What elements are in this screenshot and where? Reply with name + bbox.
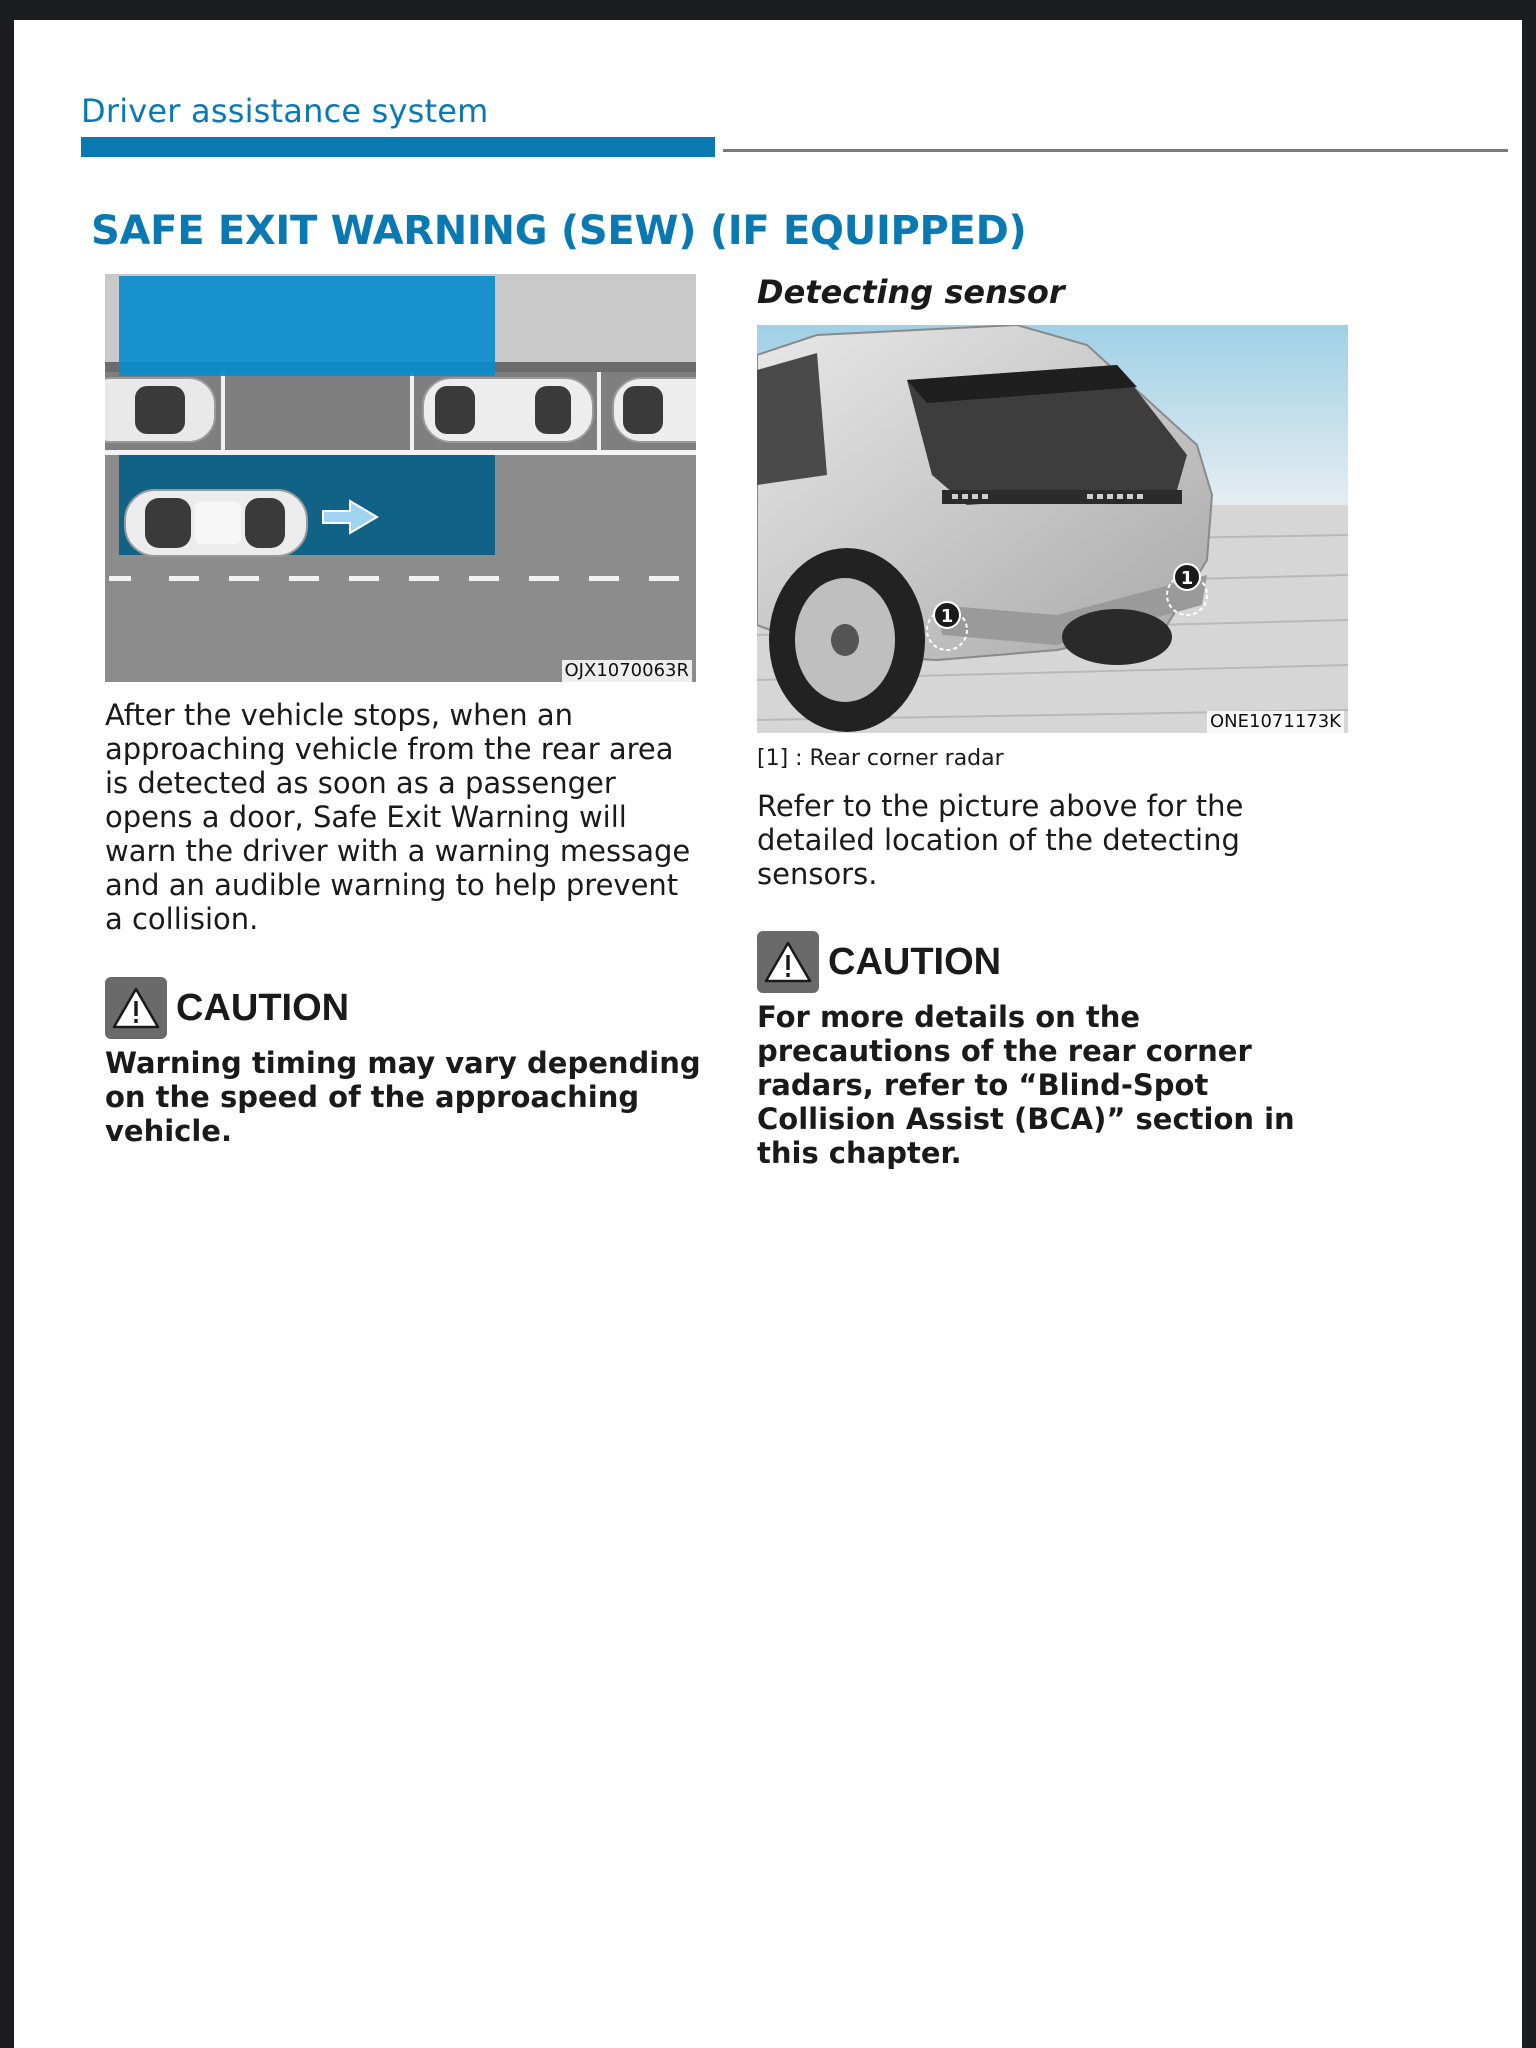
- section-header: Driver assistance system: [81, 92, 489, 130]
- header-rule: [723, 149, 1508, 152]
- figure-code: ONE1071173K: [1207, 711, 1344, 733]
- page-title: SAFE EXIT WARNING (SEW) (IF EQUIPPED): [91, 208, 1027, 254]
- sew-illustration: [105, 274, 696, 682]
- caution-label: CAUTION: [176, 986, 350, 1029]
- figure-caption: [1] : Rear corner radar: [757, 746, 1004, 771]
- sensor-marker-1a: 1: [940, 606, 954, 627]
- warning-triangle-icon: [757, 931, 819, 993]
- caution-text: For more details on the precautions of the rear corner radars, refer to “Blind-Spot Collision Assist (BCA)” section in this chapter.: [757, 1000, 1295, 1170]
- sensor-description: Refer to the picture above for the detailed location of the detecting sensors.: [757, 789, 1244, 891]
- caution-text: Warning timing may vary depending on the speed of the approaching vehicle.: [105, 1046, 701, 1148]
- sew-description: After the vehicle stops, when an approaching vehicle from the rear area is detected as soon as a passenger opens a door, Safe Exit Warning will warn the driver with a warning message and an audible warning to help prevent a collision.: [105, 698, 691, 936]
- caution-label: CAUTION: [828, 940, 1002, 983]
- sensor-marker-1b: 1: [1180, 568, 1194, 589]
- header-accent-bar: [81, 137, 715, 157]
- warning-triangle-icon: [105, 977, 167, 1039]
- figure-code: OJX1070063R: [562, 660, 692, 682]
- sensor-location-illustration: [757, 325, 1348, 733]
- caution-heading: [105, 977, 349, 1039]
- caution-heading: [757, 931, 1001, 993]
- subheading-detecting-sensor: Detecting sensor: [757, 273, 1065, 311]
